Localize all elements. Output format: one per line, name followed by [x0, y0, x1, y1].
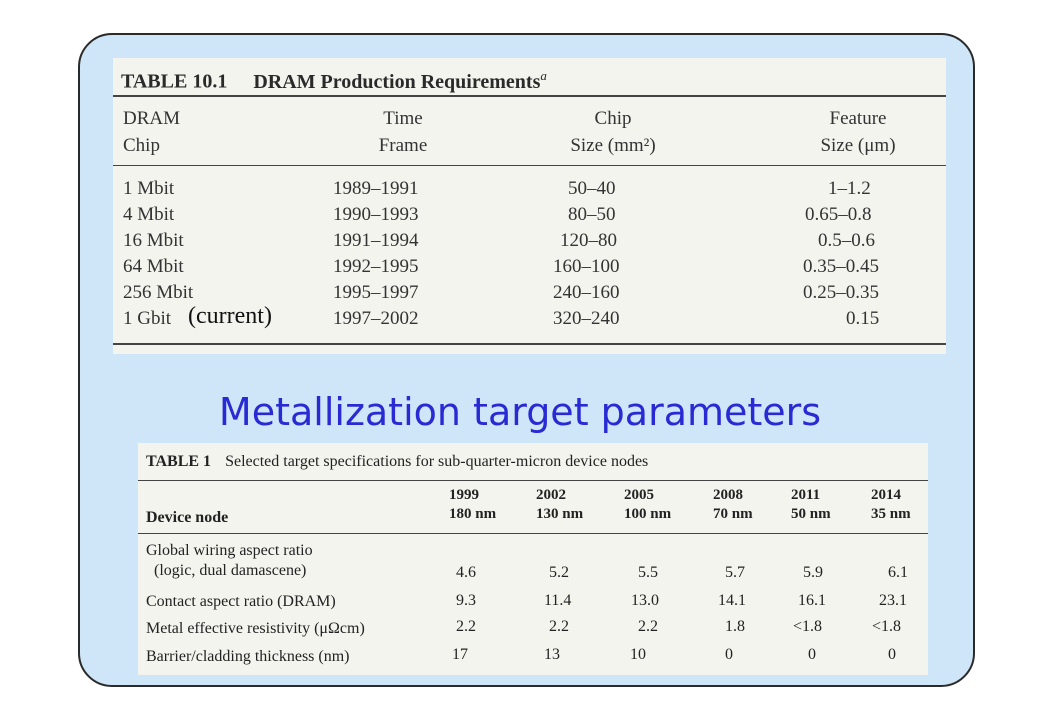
table-cell: 13.0 [631, 592, 659, 609]
dram-table-header-rule [113, 165, 946, 166]
dram-table-bottom-rule [113, 343, 946, 345]
current-note: (current) [188, 303, 272, 329]
table-cell: 2.2 [549, 618, 569, 635]
dram-row: 256 Mbit 1995–1997 240–160 0.25–0.35 [123, 282, 879, 303]
table-cell: 0 [888, 646, 896, 663]
dram-header-chip: DRAM Chip [123, 108, 181, 156]
table-cell: 10 [630, 646, 646, 663]
metallization-table-label: TABLE 1 [146, 453, 212, 470]
section-heading: Metallization target parameters [218, 390, 822, 434]
table-cell: 16.1 [798, 592, 826, 609]
dram-row: 64 Mbit 1992–1995 160–100 0.35–0.45 [123, 256, 879, 277]
dram-header-feature: Feature Size (μm) [820, 108, 896, 156]
dram-table-title: DRAM Production Requirements [253, 70, 541, 93]
dram-table [113, 58, 946, 354]
table-cell: 5.5 [638, 564, 658, 581]
dram-table-label: TABLE 10.1 [121, 70, 228, 93]
row-label-global-wiring: Global wiring aspect ratio [146, 542, 313, 559]
table-cell: 5.7 [725, 564, 745, 581]
dram-table-top-rule [113, 95, 946, 97]
table-cell: 4.6 [456, 564, 476, 581]
table-cell: <1.8 [872, 618, 902, 635]
table-cell: 6.1 [888, 564, 908, 581]
row-label-barrier-thickness: Barrier/cladding thickness (nm) [146, 648, 350, 665]
table-cell: 2.2 [638, 618, 658, 635]
metallization-table-title: Selected target specifications for sub-quarter-micron device nodes [225, 453, 649, 470]
table-cell: 1.8 [725, 618, 745, 635]
dram-table-footnote-mark: a [540, 68, 547, 83]
dram-row: 4 Mbit 1990–1993 80–50 0.65–0.8 [123, 204, 872, 225]
table-cell: 0 [808, 646, 816, 663]
dram-header-size: Chip Size (mm²) [570, 108, 656, 156]
row-label-contact-aspect: Contact aspect ratio (DRAM) [146, 593, 336, 610]
metallization-table-caption [146, 453, 648, 471]
table-cell: 23.1 [879, 592, 907, 609]
table-cell: <1.8 [793, 618, 823, 635]
year-column-2008: 2008 70 nm [713, 487, 753, 522]
table-cell: 13 [544, 646, 560, 663]
dram-row: 16 Mbit 1991–1994 120–80 0.5–0.6 [123, 230, 875, 251]
table-cell: 14.1 [718, 592, 746, 609]
dram-header-time: Time Frame [378, 108, 428, 156]
year-column-1999: 1999 180 nm [449, 487, 497, 522]
metallization-table-top-rule [138, 480, 928, 481]
table-cell: 17 [452, 646, 468, 663]
year-column-2005: 2005 100 nm [624, 487, 672, 522]
row-label-metal-resistivity: Metal effective resistivity (μΩcm) [146, 620, 365, 637]
table-cell: 0 [725, 646, 733, 663]
metallization-table [138, 443, 928, 675]
dram-table-caption [121, 68, 547, 94]
year-column-2002: 2002 130 nm [536, 487, 584, 522]
table-cell: 5.9 [803, 564, 823, 581]
table-cell: 9.3 [456, 592, 476, 609]
table-cell: 5.2 [549, 564, 569, 581]
row-label-global-wiring-sub: (logic, dual damascene) [154, 562, 307, 579]
year-column-2011: 2011 50 nm [791, 487, 831, 522]
device-node-header: Device node [146, 509, 229, 526]
dram-row: 1 Mbit 1989–1991 50–40 1–1.2 [123, 178, 871, 199]
metallization-table-header-rule [138, 533, 928, 534]
dram-row: 1 Gbit (current) 1997–2002 320–240 0.15 [123, 303, 880, 329]
table-cell: 2.2 [456, 618, 476, 635]
table-cell: 11.4 [544, 592, 572, 609]
year-column-2014: 2014 35 nm [871, 487, 911, 522]
